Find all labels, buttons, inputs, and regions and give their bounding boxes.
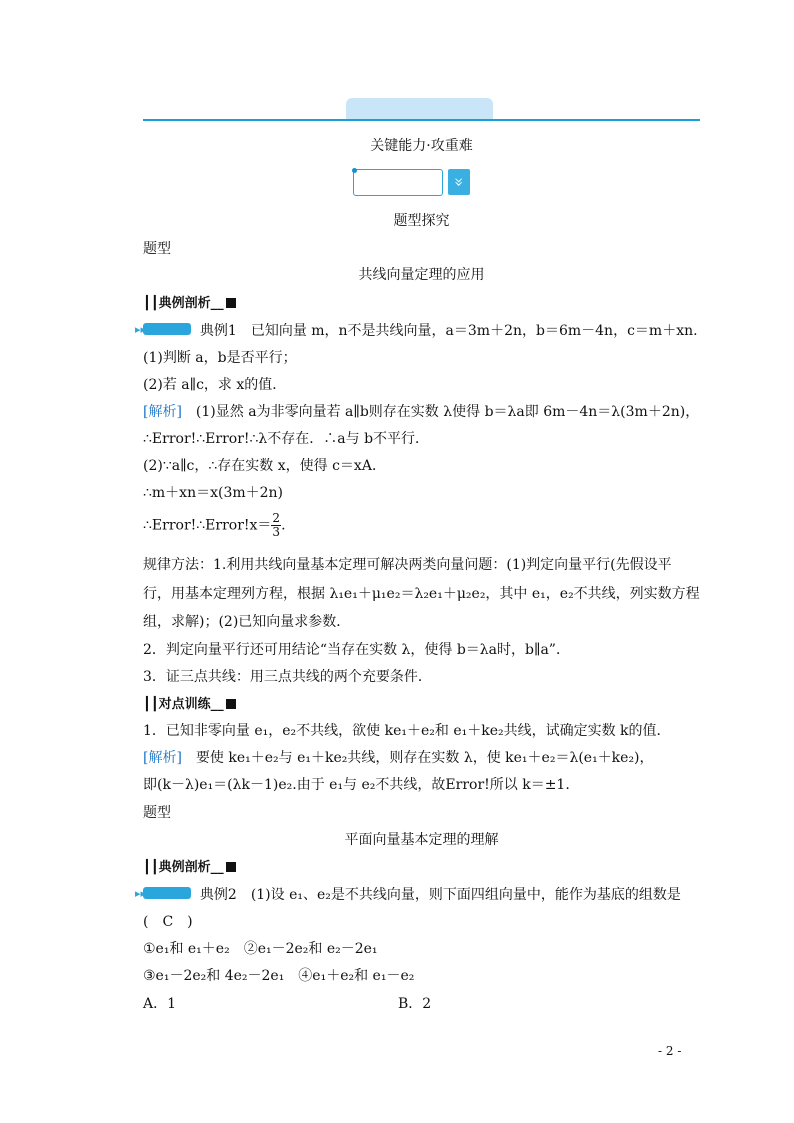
choice-b: B．2 xyxy=(398,996,432,1012)
duidian-heading: ┃┃对点训练__ xyxy=(143,696,236,714)
answer-line-2: ∴Error!∴Error!∴λ不存在．∴a与 b不平行． xyxy=(143,431,430,447)
label-box xyxy=(353,169,443,196)
example-1: ▸▸ 典例1 已知向量 m，n不是共线向量，a＝3m＋2n，b＝6m－4n，c＝m＋xn. xyxy=(135,323,698,339)
dianli-heading-2: ┃┃典例剖析__ xyxy=(143,859,236,877)
square-icon xyxy=(226,298,236,308)
training-answer-2: 即(k－λ)e₁＝(λk－1)e₂.由于 e₁与 e₂不共线，故Error!所以 k＝±1. xyxy=(143,777,570,793)
example-badge-icon: ▸▸ xyxy=(143,323,191,335)
rule-line-2: 行，用基本定理列方程，根据 λ₁e₁＋μ₁e₂＝λ₂e₁＋μ₂e₂，其中 e₁，e₂不共线，列实数方程 xyxy=(143,586,700,602)
answer-line-4: ∴m＋xn＝x(3m＋2n) xyxy=(143,485,284,501)
rule-line-4: 2．判定向量平行还可用结论“当存在实数 λ，使得 b＝λa时，b∥a”． xyxy=(143,642,570,658)
topic-title-1: 共线向量定理的应用 xyxy=(358,267,485,283)
options-line-1: ①e₁和 e₁＋e₂ ②e₁－2e₂和 e₂－2e₁ xyxy=(143,941,378,957)
answer-line-1: [解析] (1)显然 a为非零向量若 a∥b则存在实数 λ使得 b＝λa即 6m－4n＝λ(3m＋2n)， xyxy=(143,404,700,420)
header-tab xyxy=(346,98,493,119)
answer-line-3: (2)∵a∥c，∴存在实数 x，使得 c＝xA． xyxy=(143,458,386,474)
box-dot-icon xyxy=(352,168,357,173)
rule-line-5: 3．证三点共线：用三点共线的两个充要条件． xyxy=(143,669,432,685)
example-2: ▸▸ 典例2 (1)设 e₁、e₂是不共线向量，则下面四组向量中，能作为基底的组数是 xyxy=(135,887,681,903)
jiexi-label: [解析] xyxy=(143,404,182,420)
training-answer-1: [解析] 要使 ke₁＋e₂与 e₁＋ke₂共线，则存在实数 λ，使 ke₁＋e₂＝λ(e₁＋ke₂)， xyxy=(143,750,654,766)
page-number: - 2 - xyxy=(658,1044,682,1058)
choice-a: A．1 xyxy=(143,996,177,1012)
answer-line-5: ∴Error!∴Error!x＝ $\frac{2}{3}$ . xyxy=(143,511,286,539)
dianli-heading-1: ┃┃典例剖析__ xyxy=(143,295,236,313)
rule-line-3: 组，求解)；(2)已知向量求参数． xyxy=(143,614,351,630)
rule-line-1: 规律方法：1.利用共线向量基本定理可解决两类向量问题：(1)判定向量平行(先假设平 xyxy=(143,557,672,573)
square-icon xyxy=(226,699,236,709)
tixing-label-2: 题型 xyxy=(143,805,171,821)
fraction: $\frac{2}{3}$ xyxy=(272,511,281,539)
example-badge-icon: ▸▸ xyxy=(143,887,191,899)
jiexi-label: [解析] xyxy=(143,750,182,766)
chevron-down-icon: » xyxy=(448,169,470,195)
options-line-2: ③e₁－2e₂和 4e₂－2e₁ ④e₁＋e₂和 e₁－e₂ xyxy=(143,968,415,984)
example-2-answer: ( C ) xyxy=(143,914,193,930)
question-1: (1)判断 a，b是否平行； xyxy=(143,350,297,366)
tanjiu-heading: 题型探究 xyxy=(393,213,450,229)
training-question: 1．已知非零向量 e₁，e₂不共线，欲使 ke₁＋e₂和 e₁＋ke₂共线，试确定实数 k的值． xyxy=(143,723,671,739)
question-2: (2)若 a∥c，求 x的值． xyxy=(143,377,287,393)
section-title: 关键能力·攻重难 xyxy=(370,138,473,154)
square-icon xyxy=(226,862,236,872)
topic-title-2: 平面向量基本定理的理解 xyxy=(344,832,499,848)
tixing-label: 题型 xyxy=(143,241,171,257)
header-rule xyxy=(143,119,700,121)
